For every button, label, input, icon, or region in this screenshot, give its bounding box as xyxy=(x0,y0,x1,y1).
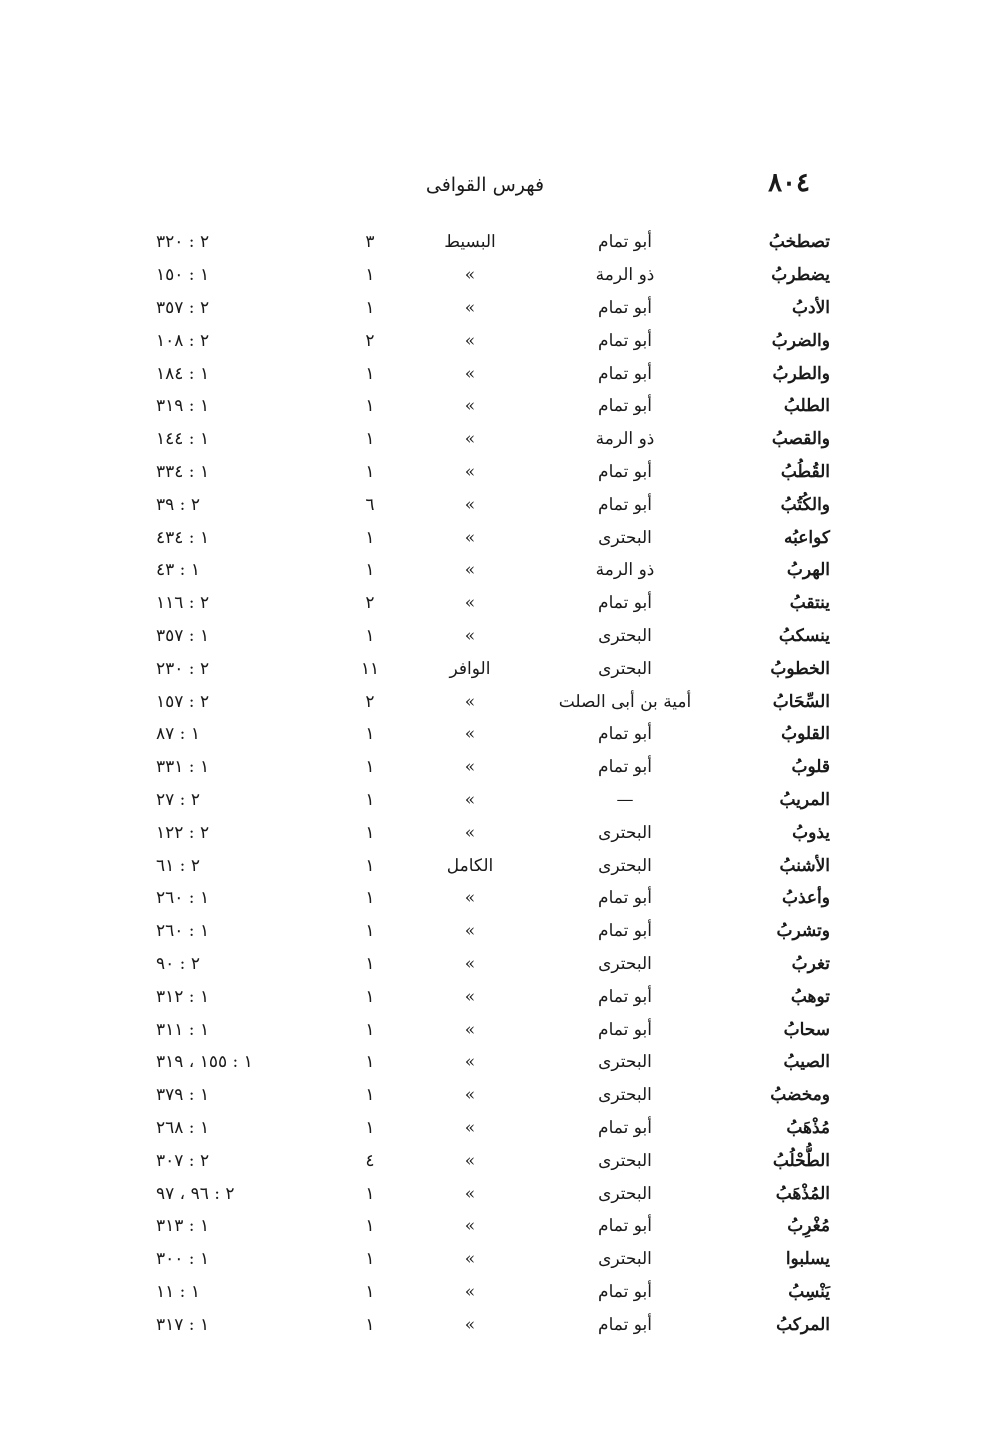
table-row xyxy=(150,751,830,784)
table-row xyxy=(150,816,830,849)
meter-cell: » xyxy=(464,1019,476,1040)
poet-cell: أبو تمام xyxy=(598,724,652,745)
verse-count-cell: ١ xyxy=(365,855,375,876)
meter-cell: » xyxy=(464,1314,476,1335)
rhyme-cell: ومخضبُ xyxy=(770,1085,830,1106)
rhyme-cell: والطربُ xyxy=(772,363,830,384)
rhyme-cell: القلوبُ xyxy=(781,724,830,745)
rhyme-cell: الأشنبُ xyxy=(779,855,830,876)
table-row xyxy=(150,324,830,357)
verse-count-cell: ١ xyxy=(365,1052,375,1073)
verse-count-cell: ٤ xyxy=(365,1150,375,1171)
verse-count-cell: ١ xyxy=(365,921,375,942)
poet-cell: البحترى xyxy=(598,1085,652,1106)
poet-cell: البحترى xyxy=(598,1183,652,1204)
rhyme-cell: والكُتُبُ xyxy=(780,494,830,515)
rhyme-cell: كواعبُه xyxy=(784,527,830,548)
poet-cell: البحترى xyxy=(598,1249,652,1270)
verse-count-cell: ٦ xyxy=(365,494,375,515)
reference-cell: ١ : ٣٣١ xyxy=(156,757,210,778)
meter-cell: » xyxy=(464,986,476,1007)
rhyme-cell: يسلبوا xyxy=(785,1249,830,1270)
reference-cell: ٢ : ٣٢٠ xyxy=(156,232,210,253)
table-row xyxy=(150,226,830,259)
poet-cell: أبو تمام xyxy=(598,1117,652,1138)
poet-cell: البحترى xyxy=(598,625,652,646)
meter-cell: الكامل xyxy=(446,855,494,876)
rhyme-cell: تصطخبُ xyxy=(768,232,830,253)
table-row xyxy=(150,652,830,685)
verse-count-cell: ١ xyxy=(365,1019,375,1040)
poet-cell: أبو تمام xyxy=(598,921,652,942)
reference-cell: ٢ : ١٢٢ xyxy=(156,822,210,843)
verse-count-cell: ٢ xyxy=(365,593,375,614)
rhyme-cell: يذوبُ xyxy=(792,822,830,843)
verse-count-cell: ١ xyxy=(365,1249,375,1270)
rhyme-cell: وأعذبُ xyxy=(781,888,830,909)
reference-cell: ١ : ٣١٢ xyxy=(156,986,210,1007)
table-row xyxy=(150,587,830,620)
meter-cell: » xyxy=(464,888,476,909)
reference-cell: ١ : ٣١٣ xyxy=(156,1216,210,1237)
poet-cell: أبو تمام xyxy=(598,363,652,384)
verse-count-cell: ١ xyxy=(365,265,375,286)
verse-count-cell: ١ xyxy=(365,1314,375,1335)
reference-cell: ١ : ٢٦٠ xyxy=(156,921,210,942)
meter-cell: » xyxy=(464,429,476,450)
table-row xyxy=(150,1308,830,1341)
rhyme-cell: السِّحَابُ xyxy=(772,691,830,712)
reference-cell: ٢ : ١٥٧ xyxy=(156,691,210,712)
poet-cell: أبو تمام xyxy=(598,1314,652,1335)
poet-cell: أبو تمام xyxy=(598,1216,652,1237)
reference-cell: ٢ : ٣٠٧ xyxy=(156,1150,210,1171)
meter-cell: » xyxy=(464,822,476,843)
table-row xyxy=(150,718,830,751)
reference-cell: ١ : ٤٣٤ xyxy=(156,527,210,548)
poet-cell: البحترى xyxy=(598,855,652,876)
poet-cell: أبو تمام xyxy=(598,330,652,351)
poet-cell: ذو الرمة xyxy=(595,429,655,450)
rhyme-cell: الهربُ xyxy=(786,560,830,581)
table-row xyxy=(150,357,830,390)
meter-cell: » xyxy=(464,757,476,778)
rhyme-cell: توهبُ xyxy=(790,986,830,1007)
reference-cell: ٢ : ١١٦ xyxy=(156,593,210,614)
reference-cell: ١ : ١١ xyxy=(156,1281,200,1302)
meter-cell: » xyxy=(464,789,476,810)
table-row xyxy=(150,784,830,817)
meter-cell: » xyxy=(464,265,476,286)
poet-cell: أبو تمام xyxy=(598,593,652,614)
meter-cell: » xyxy=(464,1117,476,1138)
verse-count-cell: ١ xyxy=(365,757,375,778)
rhyme-cell: والقصبُ xyxy=(771,429,830,450)
rhyme-cell: يَنْسِبُ xyxy=(788,1281,830,1302)
verse-count-cell: ١ xyxy=(365,1117,375,1138)
table-row xyxy=(150,1079,830,1112)
meter-cell: » xyxy=(464,494,476,515)
verse-count-cell: ١ xyxy=(365,1281,375,1302)
table-row xyxy=(150,423,830,456)
reference-cell: ٢ : ٦١ xyxy=(156,855,200,876)
reference-cell: ١ : ٢٦٨ xyxy=(156,1117,210,1138)
table-row xyxy=(150,259,830,292)
poet-cell: أبو تمام xyxy=(598,757,652,778)
reference-cell: ١ : ٤٣ xyxy=(156,560,200,581)
reference-cell: ١ : ٣٠٠ xyxy=(156,1249,210,1270)
poet-cell: البحترى xyxy=(598,822,652,843)
rhyme-cell: المركبُ xyxy=(776,1314,830,1335)
table-row xyxy=(150,292,830,325)
reference-cell: ١ : ٣١١ xyxy=(156,1019,210,1040)
reference-cell: ٢ : ١٠٨ xyxy=(156,330,210,351)
meter-cell: » xyxy=(464,1085,476,1106)
poet-cell: البحترى xyxy=(598,1052,652,1073)
meter-cell: » xyxy=(464,527,476,548)
table-row xyxy=(150,1210,830,1243)
meter-cell: » xyxy=(464,724,476,745)
table-row xyxy=(150,1013,830,1046)
meter-cell: » xyxy=(464,625,476,646)
verse-count-cell: ٢ xyxy=(365,330,375,351)
reference-cell: ٢ : ٩٦ ، ٩٧ xyxy=(156,1183,235,1204)
table-row xyxy=(150,1276,830,1309)
poet-cell: ذو الرمة xyxy=(595,560,655,581)
verse-count-cell: ١ xyxy=(365,429,375,450)
rhyme-cell: القُطُبُ xyxy=(780,461,830,482)
rhyme-index-rows xyxy=(150,226,830,1341)
verse-count-cell: ١ xyxy=(365,560,375,581)
poet-cell: أبو تمام xyxy=(598,297,652,318)
meter-cell: » xyxy=(464,461,476,482)
page-number: ٨٠٤ xyxy=(768,168,810,198)
table-row xyxy=(150,521,830,554)
table-row xyxy=(150,488,830,521)
poet-cell: أبو تمام xyxy=(598,1019,652,1040)
verse-count-cell: ١ xyxy=(365,822,375,843)
poet-cell: أبو تمام xyxy=(598,396,652,417)
verse-count-cell: ١ xyxy=(365,363,375,384)
verse-count-cell: ١ xyxy=(365,986,375,1007)
meter-cell: » xyxy=(464,1281,476,1302)
verse-count-cell: ١ xyxy=(365,1183,375,1204)
table-row xyxy=(150,390,830,423)
rhyme-cell: الخطوبُ xyxy=(770,658,830,679)
reference-cell: ١ : ٣١٧ xyxy=(156,1314,210,1335)
rhyme-cell: المريبُ xyxy=(779,789,830,810)
meter-cell: » xyxy=(464,953,476,974)
rhyme-cell: الطُّحْلُبُ xyxy=(772,1150,830,1171)
verse-count-cell: ١ xyxy=(365,724,375,745)
reference-cell: ١ : ٣١٩ xyxy=(156,396,210,417)
rhyme-cell: الصيبُ xyxy=(783,1052,830,1073)
table-row xyxy=(150,948,830,981)
verse-count-cell: ١ xyxy=(365,297,375,318)
rhyme-index-table xyxy=(150,226,830,1341)
rhyme-cell: الأدبُ xyxy=(792,297,830,318)
table-row xyxy=(150,849,830,882)
table-row xyxy=(150,915,830,948)
rhyme-cell: تغربُ xyxy=(791,953,830,974)
reference-cell: ١ : ٣٥٧ xyxy=(156,625,210,646)
reference-cell: ١ : ٨٧ xyxy=(156,724,200,745)
reference-cell: ١ : ١٥٠ xyxy=(156,265,210,286)
table-row xyxy=(150,1243,830,1276)
poet-cell: البحترى xyxy=(598,1150,652,1171)
poet-cell: أمية بن أبى الصلت xyxy=(558,691,692,712)
meter-cell: » xyxy=(464,363,476,384)
table-row xyxy=(150,1112,830,1145)
meter-cell: الوافر xyxy=(449,658,491,679)
verse-count-cell: ١ xyxy=(365,461,375,482)
meter-cell: » xyxy=(464,921,476,942)
reference-cell: ١ : ٢٦٠ xyxy=(156,888,210,909)
rhyme-cell: المُذْهَبُ xyxy=(775,1183,830,1204)
verse-count-cell: ١ xyxy=(365,789,375,810)
rhyme-cell: قلوبُ xyxy=(791,757,830,778)
meter-cell: » xyxy=(464,560,476,581)
poet-cell: أبو تمام xyxy=(598,232,652,253)
reference-cell: ٢ : ٣٥٧ xyxy=(156,297,210,318)
meter-cell: » xyxy=(464,593,476,614)
poet-cell: — xyxy=(616,789,634,810)
verse-count-cell: ١ xyxy=(365,953,375,974)
rhyme-cell: مُذْهَبُ xyxy=(786,1117,830,1138)
rhyme-cell: الطلبُ xyxy=(783,396,830,417)
table-row xyxy=(150,456,830,489)
table-row xyxy=(150,1177,830,1210)
verse-count-cell: ١ xyxy=(365,396,375,417)
rhyme-cell: مُغْرِبُ xyxy=(787,1216,830,1237)
page-title: فهرس القوافى xyxy=(425,174,545,196)
poet-cell: أبو تمام xyxy=(598,494,652,515)
poet-cell: البحترى xyxy=(598,658,652,679)
table-row xyxy=(150,980,830,1013)
meter-cell: » xyxy=(464,1183,476,1204)
table-row xyxy=(150,685,830,718)
verse-count-cell: ١ xyxy=(365,888,375,909)
meter-cell: » xyxy=(464,330,476,351)
reference-cell: ١ : ٣٧٩ xyxy=(156,1085,210,1106)
rhyme-cell: يضطربُ xyxy=(771,265,830,286)
poet-cell: البحترى xyxy=(598,527,652,548)
poet-cell: أبو تمام xyxy=(598,888,652,909)
meter-cell: البسيط xyxy=(444,232,496,253)
table-row xyxy=(150,1046,830,1079)
verse-count-cell: ١١ xyxy=(360,658,380,679)
table-row xyxy=(150,882,830,915)
reference-cell: ٢ : ٢٧ xyxy=(156,789,200,810)
rhyme-cell: ينتقبُ xyxy=(789,593,830,614)
verse-count-cell: ١ xyxy=(365,625,375,646)
reference-cell: ٢ : ٩٠ xyxy=(156,953,200,974)
page-header xyxy=(180,168,830,208)
table-row xyxy=(150,554,830,587)
poet-cell: أبو تمام xyxy=(598,461,652,482)
poet-cell: أبو تمام xyxy=(598,986,652,1007)
reference-cell: ٢ : ٣٩ xyxy=(156,494,200,515)
reference-cell: ١ : ٣٣٤ xyxy=(156,461,210,482)
verse-count-cell: ٢ xyxy=(365,691,375,712)
rhyme-cell: ينسكبُ xyxy=(778,625,830,646)
poet-cell: أبو تمام xyxy=(598,1281,652,1302)
poet-cell: البحترى xyxy=(598,953,652,974)
meter-cell: » xyxy=(464,1150,476,1171)
verse-count-cell: ١ xyxy=(365,1216,375,1237)
verse-count-cell: ١ xyxy=(365,527,375,548)
verse-count-cell: ١ xyxy=(365,1085,375,1106)
rhyme-cell: والضربُ xyxy=(771,330,830,351)
meter-cell: » xyxy=(464,1216,476,1237)
meter-cell: » xyxy=(464,297,476,318)
meter-cell: » xyxy=(464,691,476,712)
rhyme-cell: وتشربُ xyxy=(776,921,830,942)
reference-cell: ١ : ١٤٤ xyxy=(156,429,210,450)
table-row xyxy=(150,620,830,653)
reference-cell: ١ : ١٨٤ xyxy=(156,363,210,384)
reference-cell: ١ : ١٥٥ ، ٣١٩ xyxy=(156,1052,253,1073)
verse-count-cell: ٣ xyxy=(365,232,375,253)
rhyme-cell: سحابُ xyxy=(783,1019,830,1040)
table-row xyxy=(150,1144,830,1177)
reference-cell: ٢ : ٢٣٠ xyxy=(156,658,210,679)
meter-cell: » xyxy=(464,396,476,417)
meter-cell: » xyxy=(464,1249,476,1270)
meter-cell: » xyxy=(464,1052,476,1073)
poet-cell: ذو الرمة xyxy=(595,265,655,286)
